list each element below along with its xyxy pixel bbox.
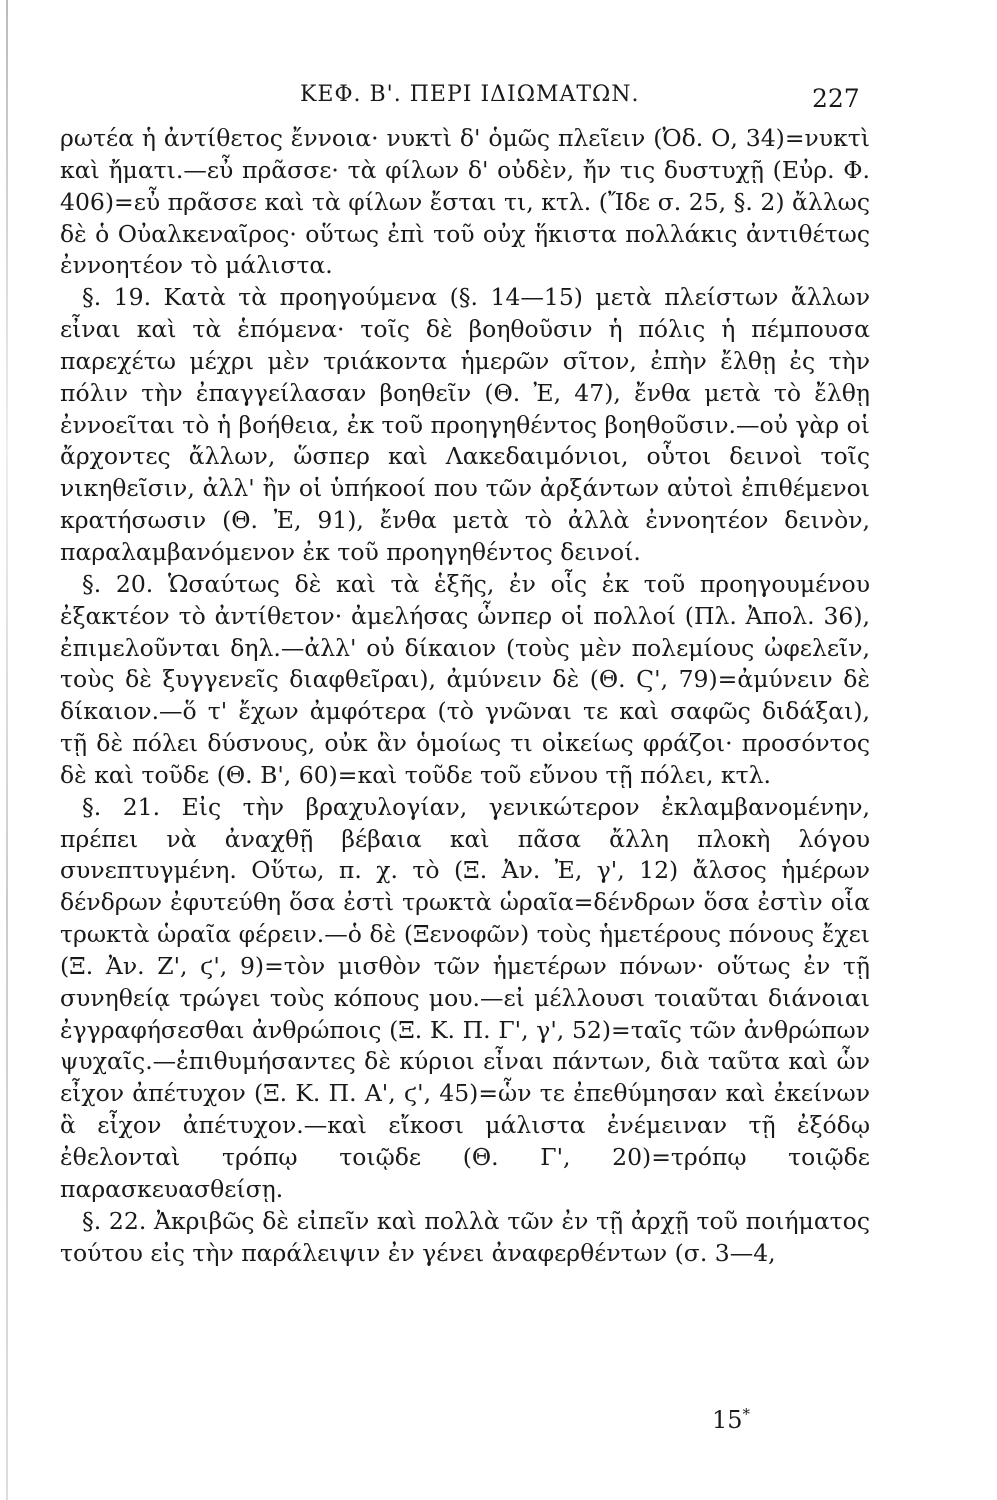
paragraph-section-20: §. 20. Ὡσαύτως δὲ καὶ τὰ ἑξῆς, ἐν οἷς ἐκ τοῦ προηγουμένου ἐξακτέον τὸ ἀντίθετον· ἀμελήσας ὧνπερ οἱ πολλοί (Πλ. Ἀπολ. 36), ἐπιμελοῦνται δηλ.—ἀλλ' οὐ δίκαιον (τοὺς μὲν πολεμίους ὠφελεῖν, τοὺς δὲ ξυγγενεῖς διαφθεῖραι), ἀμύνειν δὲ (Θ. Ϛ', 79)=ἀμύνειν δὲ δίκαιον.—ὅ τ' ἔχων ἀμφότερα (τὸ γνῶναι τε καὶ σαφῶς διδάξαι), τῇ δὲ πόλει δύσνους, οὐκ ἂν ὁμοίως τι οἰκείως φράζοι· προσόντος δὲ καὶ τοῦδε (Θ. Β', 60)=καὶ τοῦδε τοῦ εὔνου τῇ πόλει, κτλ.: [60, 569, 870, 789]
signature-number: 15: [712, 1406, 743, 1434]
paragraph-section-22: §. 22. Ἀκριβῶς δὲ εἰπεῖν καὶ πολλὰ τῶν ἐν τῇ ἀρχῇ τοῦ ποιήματος τούτου εἰς τὴν παράλειψιν ἐν γένει ἀναφερθέντων (σ. 3—4,: [60, 1206, 870, 1267]
paragraph-section-19: §. 19. Κατὰ τὰ προηγούμενα (§. 14—15) μετὰ πλείστων ἄλλων εἶναι καὶ τὰ ἑπόμενα· τοῖς δὲ βοηθοῦσιν ἡ πόλις ἡ πέμπουσα παρεχέτω μέχρι μὲν τριάκοντα ἡμερῶν σῖτον, ἐπὴν ἔλθῃ ἐς τὴν πόλιν τὴν ἐπαγγείλασαν βοηθεῖν (Θ. Ἐ, 47), ἔνθα μετὰ τὸ ἔλθῃ ἐννοεῖται τὸ ἡ βοήθεια, ἐκ τοῦ προηγηθέντος βοηθοῦσιν.—οὐ γὰρ οἱ ἄρχοντες ἄλλων, ὥσπερ καὶ Λακεδαιμόνιοι, οὗτοι δεινοὶ τοῖς νικηθεῖσιν, ἀλλ' ἢν οἱ ὑπήκοοί που τῶν ἀρξάντων αὐτοὶ ἐπιθέμενοι κρατήσωσιν (Θ. Ἐ, 91), ἔνθα μετὰ τὸ ἀλλὰ ἐννοητέον δεινὸν, παραλαμβανόμενον ἐκ τοῦ προηγηθέντος δεινοί.: [60, 283, 870, 566]
signature-mark: [712, 1405, 750, 1434]
page-number: 227: [812, 84, 860, 113]
text-block: [60, 123, 870, 1269]
signature-star: *: [742, 1405, 751, 1423]
running-head: [0, 82, 997, 118]
binding-edge: [6, 0, 8, 1500]
paragraph-section-21: §. 21. Εἰς τὴν βραχυλογίαν, γενικώτερον ἐκλαμβανομένην, πρέπει νὰ ἀναχθῇ βέβαια καὶ πᾶσα ἄλλη πλοκὴ λόγου συνεπτυγμένη. Οὕτω, π. χ. τὸ (Ξ. Ἀν. Ἐ, γ', 12) ἄλσος ἡμέρων δένδρων ἐφυτεύθη ὅσα ἐστὶ τρωκτὰ ὡραῖα=δένδρων ὅσα ἐστὶν οἷα τρωκτὰ ὡραῖα φέρειν.—ὁ δὲ (Ξενοφῶν) τοὺς ἡμετέρους πόνους ἔχει (Ξ. Ἀν. Ζ', ϛ', 9)=τὸν μισθὸν τῶν ἡμετέρων πόνων· οὕτως ἐν τῇ συνηθείᾳ τρώγει τοὺς κόπους μου.—εἰ μέλλουσι τοιαῦται διάνοιαι ἐγγραφήσεσθαι ἀνθρώποις (Ξ. Κ. Π. Γ', γ', 52)=ταῖς τῶν ἀνθρώπων ψυχαῖς.—ἐπιθυμήσαντες δὲ κύριοι εἶναι πάντων, διὰ ταῦτα καὶ ὧν εἶχον ἀπέτυχον (Ξ. Κ. Π. Α', ϛ', 45)=ὧν τε ἐπεθύμησαν καὶ ἐκείνων ἃ εἶχον ἀπέτυχον.—καὶ εἴκοσι μάλιστα ἐνέμειναν τῇ ἐξόδῳ ἐθελονταὶ τρόπῳ τοιῷδε (Θ. Γ', 20)=τρόπῳ τοιῷδε παρασκευασθείσῃ.: [60, 792, 870, 1203]
paragraph-continuation: ρωτέα ἡ ἀντίθετος ἔννοια· νυκτὶ δ' ὁμῶς πλεῖειν (Ὀδ. Ο, 34)=νυκτὶ καὶ ἤματι.—εὖ πρᾶσσε· τὰ φίλων δ' οὐδὲν, ἤν τις δυστυχῇ (Εὐρ. Φ. 406)=εὖ πρᾶσσε καὶ τὰ φίλων ἔσται τι, κτλ. (Ἴδε σ. 25, §. 2) ἄλλως δὲ ὁ Οὐαλκεναῖρος· οὕτως ἐπὶ τοῦ οὐχ ἥκιστα πολλάκις ἀντιθέτως ἐννοητέον τὸ μάλιστα.: [60, 124, 870, 280]
running-title: ΚΕΦ. Β'. ΠΕΡΙ ΙΔΙΩΜΑΤΩΝ.: [300, 82, 640, 107]
